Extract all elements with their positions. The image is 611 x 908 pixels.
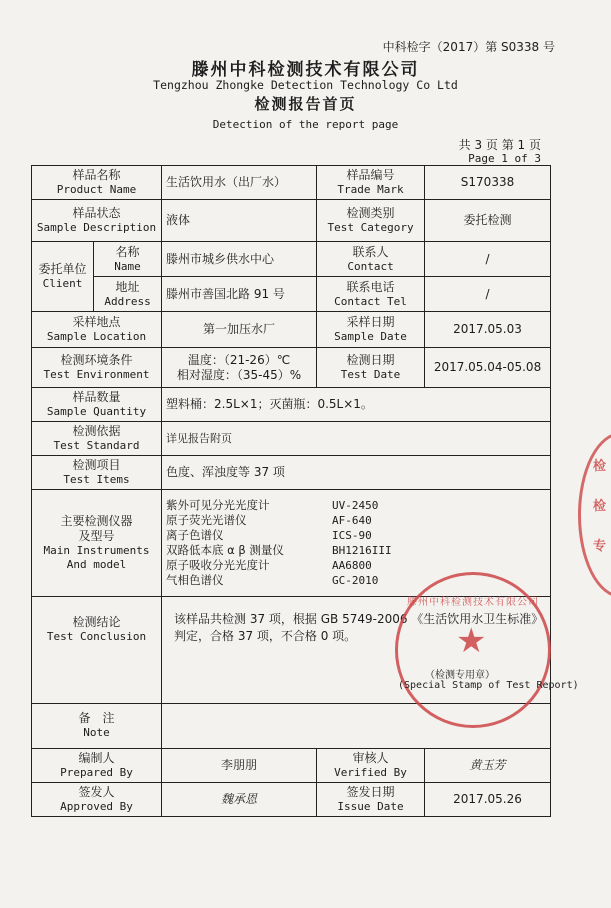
value-sample-date: 2017.05.03 xyxy=(425,312,551,348)
org-name-en: Tengzhou Zhongke Detection Technology Co Ltd xyxy=(153,78,458,92)
label-test-category: 检测类别 Test Category xyxy=(317,200,425,242)
label-note: 备 注 Note xyxy=(32,703,162,748)
label-prepared-by: 编制人 Prepared By xyxy=(32,748,162,782)
stamp-caption-cn: （检测专用章） xyxy=(425,670,495,681)
verified-signature: 黄玉芳 xyxy=(425,748,551,782)
value-issue-date: 2017.05.26 xyxy=(425,782,551,816)
row-issuer xyxy=(32,782,551,816)
row-prepared xyxy=(32,748,551,782)
value-sample-location: 第一加压水厂 xyxy=(162,312,317,348)
row-client-address xyxy=(32,277,551,312)
row-environment xyxy=(32,348,551,388)
value-sample-description: 液体 xyxy=(162,200,317,242)
row-quantity xyxy=(32,388,551,422)
value-trade-mark: S170338 xyxy=(425,166,551,200)
row-items xyxy=(32,456,551,490)
instrument-item: 双路低本底 α β 测量仪 BH1216III xyxy=(166,542,392,557)
approved-signature: 魏承恩 xyxy=(162,782,317,816)
label-trade-mark: 样品编号 Trade Mark xyxy=(317,166,425,200)
instrument-item: 紫外可见分光光度计 UV-2450 xyxy=(166,497,379,512)
label-sample-description: 样品状态 Sample Description xyxy=(32,200,162,242)
value-test-environment: 温度：（21-26）℃ 相对湿度：（35-45）% xyxy=(162,348,317,388)
label-contact-tel: 联系电话 Contact Tel xyxy=(317,277,425,312)
label-client: 委托单位 Client xyxy=(32,242,94,312)
value-prepared-by: 李朋朋 xyxy=(162,748,317,782)
label-test-standard: 检测依据 Test Standard xyxy=(32,422,162,456)
star-icon: ★ xyxy=(456,621,487,661)
value-test-date: 2017.05.04-05.08 xyxy=(425,348,551,388)
org-name-cn: 滕州中科检测技术有限公司 xyxy=(191,60,420,80)
label-client-address: 地址 Address xyxy=(94,277,162,312)
report-number: 中科检字（2017）第 S0338 号 xyxy=(382,40,555,54)
value-sample-quantity: 塑料桶：2.5L×1；灭菌瓶：0.5L×1。 xyxy=(162,388,551,422)
conclusion-line-2: 判定，合格 37 项，不合格 0 项。 xyxy=(174,628,357,643)
value-contact: / xyxy=(425,242,551,277)
label-test-environment: 检测环境条件 Test Environment xyxy=(32,348,162,388)
label-product-name: 样品名称 Product Name xyxy=(32,166,162,200)
label-contact: 联系人 Contact xyxy=(317,242,425,277)
row-client-name xyxy=(32,242,551,277)
edge-seal-icon: 检 检 专 xyxy=(578,432,611,598)
label-sample-date: 采样日期 Sample Date xyxy=(317,312,425,348)
instrument-item: 原子荧光光谱仪 AF-640 xyxy=(166,512,372,527)
instrument-item: 气相色谱仪 GC-2010 xyxy=(166,572,379,587)
row-product xyxy=(32,166,551,200)
label-instruments: 主要检测仪器 及型号 Main Instruments And model xyxy=(32,489,162,596)
value-contact-tel: / xyxy=(425,277,551,312)
label-verified-by: 审核人 Verified By xyxy=(317,748,425,782)
value-client-name: 滕州市城乡供水中心 xyxy=(162,242,317,277)
row-standard xyxy=(32,422,551,456)
value-test-items: 色度、浑浊度等 37 项 xyxy=(162,456,551,490)
label-sample-location: 采样地点 Sample Location xyxy=(32,312,162,348)
value-product-name: 生活饮用水（出厂水） xyxy=(162,166,317,200)
label-approved-by: 签发人 Approved By xyxy=(32,782,162,816)
row-sample xyxy=(32,200,551,242)
report-title-en: Detection of the report page xyxy=(212,118,399,131)
label-client-name: 名称 Name xyxy=(94,242,162,277)
instrument-item: 离子色谱仪 ICS-90 xyxy=(166,527,372,542)
label-issue-date: 签发日期 Issue Date xyxy=(317,782,425,816)
instrument-item: 原子吸收分光光度计 AA6800 xyxy=(166,557,372,572)
value-test-standard: 详见报告附页 xyxy=(162,422,551,456)
page-count-cn: 共 3 页 第 1 页 xyxy=(458,138,541,152)
value-test-category: 委托检测 xyxy=(425,200,551,242)
label-test-date: 检测日期 Test Date xyxy=(317,348,425,388)
row-location xyxy=(32,312,551,348)
conclusion-line-1: 该样品共检测 37 项，根据 GB 5749-2006 《生活饮用水卫生标准》 xyxy=(174,611,544,626)
seal-text: 滕州中科检测技术有限公司 xyxy=(407,597,539,608)
label-sample-quantity: 样品数量 Sample Quantity xyxy=(32,388,162,422)
stamp-caption-en: (Special Stamp of Test Report) xyxy=(398,680,579,691)
label-test-conclusion: 检测结论 Test Conclusion xyxy=(32,596,162,703)
label-test-items: 检测项目 Test Items xyxy=(32,456,162,490)
page-count-en: Page 1 of 3 xyxy=(468,152,541,165)
official-seal xyxy=(395,572,551,728)
value-client-address: 滕州市善国北路 91 号 xyxy=(162,277,317,312)
report-title-cn: 检测报告首页 xyxy=(254,95,357,113)
